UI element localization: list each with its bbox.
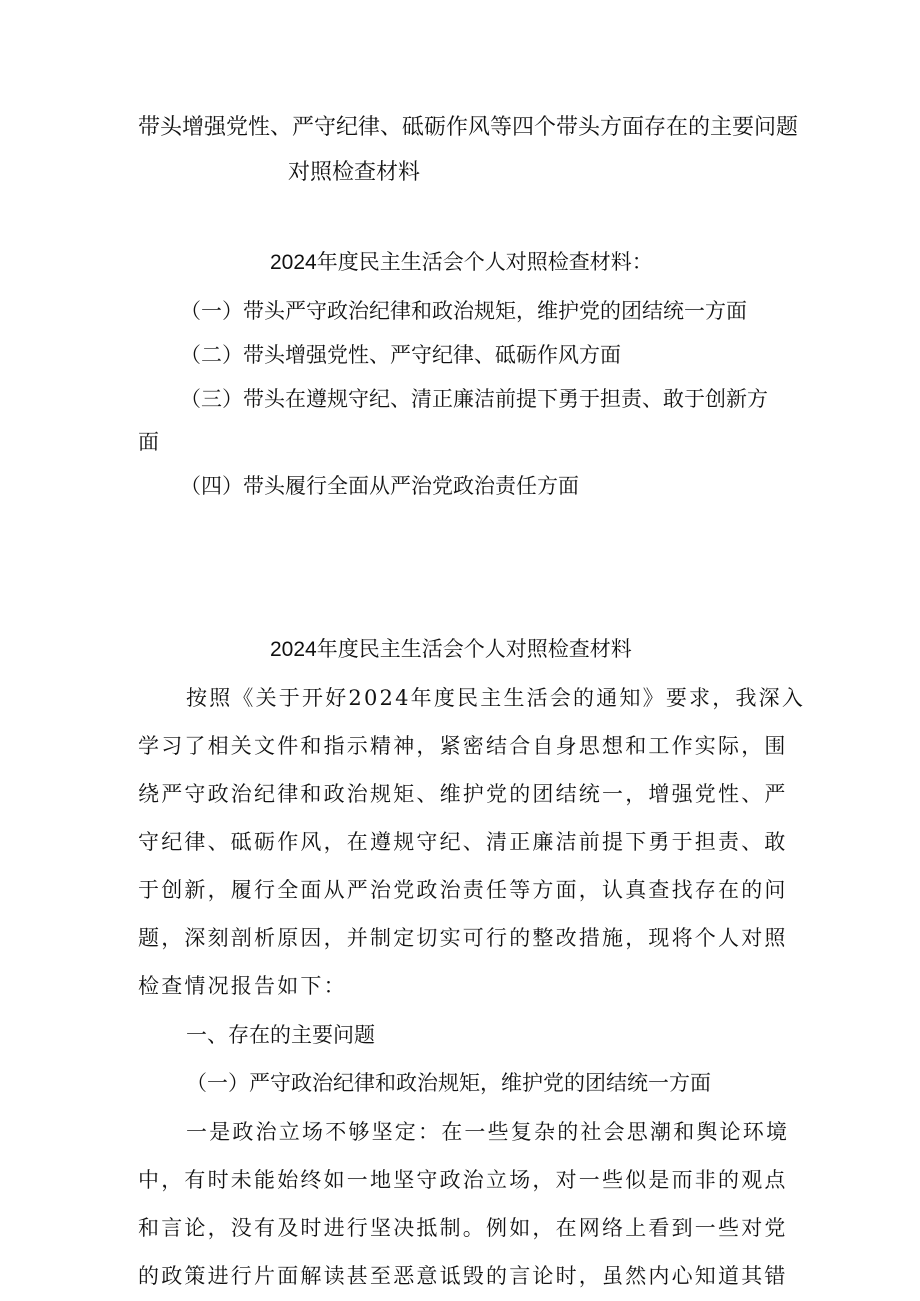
subsection-heading: （一）严守政治纪律和政治规矩，维护党的团结统一方面 (186, 1072, 711, 1095)
main-heading: 2024年度民主生活会个人对照检查材料 (270, 638, 632, 661)
intro-line-6: 题，深刻剖析原因，并制定切实可行的整改措施，现将个人对照 (138, 926, 788, 950)
toc-item-2: （二）带头增强党性、严守纪律、砥砺作风方面 (180, 344, 621, 367)
toc-heading: 2024年度民主生活会个人对照检查材料： (270, 251, 653, 274)
intro-line-7: 检查情况报告如下： (138, 974, 347, 998)
intro-line-4: 守纪律、砥砺作风，在遵规守纪、清正廉洁前提下勇于担责、敢 (138, 830, 788, 854)
section-heading: 一、存在的主要问题 (186, 1024, 375, 1047)
intro-line-5: 于创新，履行全面从严治党政治责任等方面，认真查找存在的问 (138, 878, 788, 902)
toc-item-3: （三）带头在遵规守纪、清正廉洁前提下勇于担责、敢于创新方 (180, 388, 768, 411)
body-line-1: 一是政治立场不够坚定：在一些复杂的社会思潮和舆论环境 (186, 1120, 790, 1144)
cover-title-line-1: 带头增强党性、严守纪律、砥砺作风等四个带头方面存在的主要问题 (138, 114, 799, 139)
toc-item-3-continued: 面 (138, 431, 159, 454)
toc-item-1: （一）带头严守政治纪律和政治规矩，维护党的团结统一方面 (180, 300, 747, 323)
intro-line-3: 绕严守政治纪律和政治规矩、维护党的团结统一，增强党性、严 (138, 782, 788, 806)
body-line-2: 中，有时未能始终如一地坚守政治立场，对一些似是而非的观点 (138, 1168, 788, 1192)
intro-line-2: 学习了相关文件和指示精神，紧密结合自身思想和工作实际，围 (138, 734, 788, 758)
body-line-3: 和言论，没有及时进行坚决抵制。例如，在网络上看到一些对党 (138, 1216, 788, 1240)
cover-title-line-2: 对照检查材料 (288, 159, 421, 184)
body-line-4: 的政策进行片面解读甚至恶意诋毁的言论时，虽然内心知道其错 (138, 1264, 788, 1288)
toc-item-4: （四）带头履行全面从严治党政治责任方面 (180, 475, 579, 498)
intro-line-1: 按照《关于开好2024年度民主生活会的通知》要求，我深入 (186, 686, 806, 710)
